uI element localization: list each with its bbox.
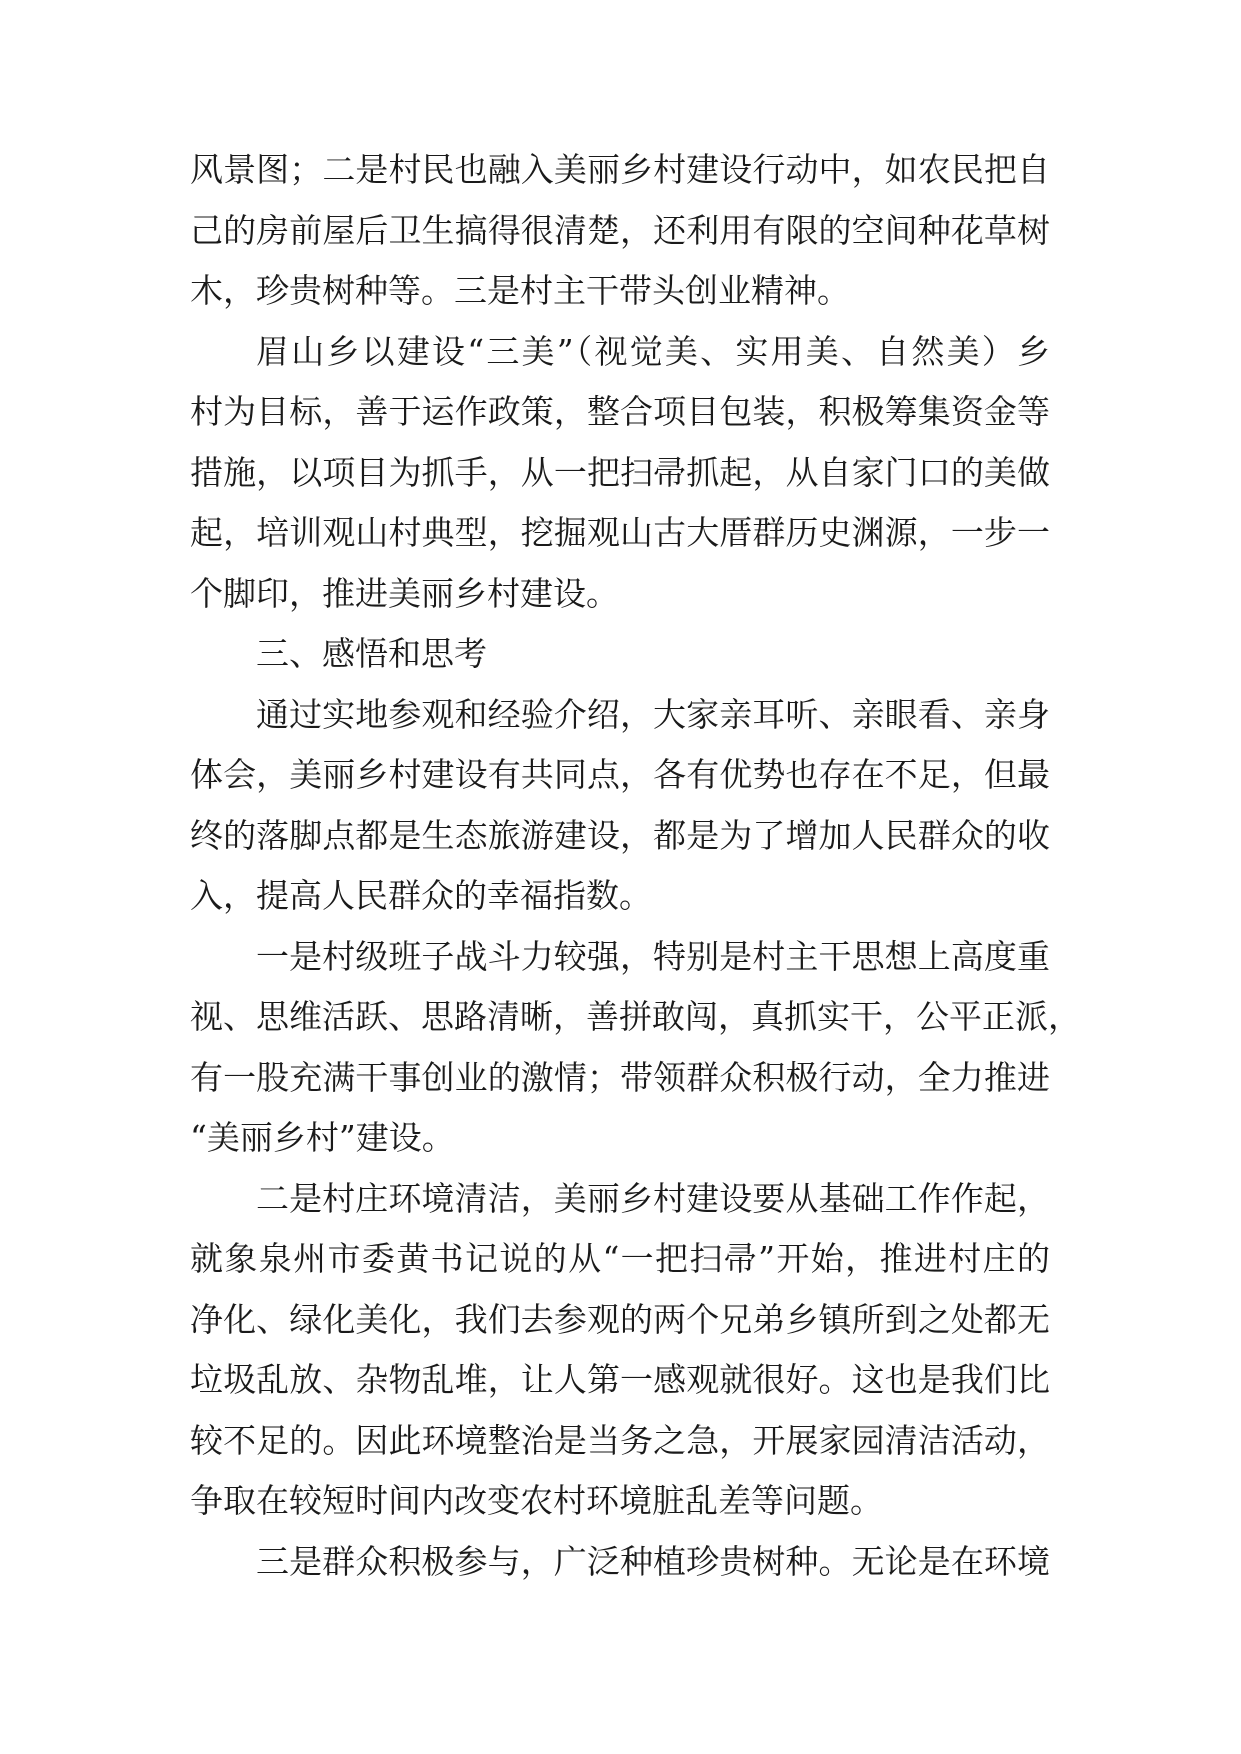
text-line: 三、感悟和思考 [256,634,487,673]
text-line: 入，提高人民群众的幸福指数。 [190,876,652,915]
text-line: 体会，美丽乡村建设有共同点，各有优势也存在不足，但最 [190,755,1050,794]
text-line: 眉山乡以建设“三美”（视觉美、实用美、自然美）乡 [256,331,1050,371]
text-line: 三是群众积极参与，广泛种植珍贵树种。无论是在环境 [256,1541,1050,1581]
text-line: 村为目标，善于运作政策，整合项目包装，积极筹集资金等 [190,392,1050,431]
text-line: 个脚印，推进美丽乡村建设。 [190,573,619,613]
text-line: 通过实地参观和经验介绍，大家亲耳听、亲眼看、亲身 [256,694,1050,734]
text-line: 起，培训观山村典型，挖掘观山古大厝群历史渊源，一步一 [190,513,1050,552]
document-body [190,140,1081,1592]
text-line: 己的房前屋后卫生搞得很清楚，还利用有限的空间种花草树 [190,210,1050,250]
text-line: 就象泉州市委黄书记说的从“一把扫帚”开始，推进村庄的 [190,1239,1050,1278]
text-line: 净化、绿化美化，我们去参观的两个兄弟乡镇所到之处都无 [190,1299,1050,1339]
text-line: 木，珍贵树种等。三是村主干带头创业精神。 [190,271,850,310]
text-line: 二是村庄环境清洁，美丽乡村建设要从基础工作作起， [256,1178,1050,1218]
text-line: 有一股充满干事创业的激情；带领群众积极行动，全力推进 [190,1057,1050,1097]
text-line: 垃圾乱放、杂物乱堆，让人第一感观就很好。这也是我们比 [190,1360,1050,1399]
text-line: 视、思维活跃、思路清晰，善拼敢闯，真抓实干，公平正派， [190,997,1081,1036]
text-line: “美丽乡村”建设。 [190,1118,455,1157]
text-line: 一是村级班子战斗力较强，特别是村主干思想上高度重 [256,936,1050,976]
text-line: 风景图；二是村民也融入美丽乡村建设行动中，如农民把自 [190,150,1050,189]
text-line: 终的落脚点都是生态旅游建设，都是为了增加人民群众的收 [190,815,1050,855]
text-line: 措施，以项目为抓手，从一把扫帚抓起，从自家门口的美做 [190,452,1050,492]
text-line: 较不足的。因此环境整治是当务之急，开展家园清洁活动， [190,1420,1050,1460]
text-line: 争取在较短时间内改变农村环境脏乱差等问题。 [190,1481,883,1520]
